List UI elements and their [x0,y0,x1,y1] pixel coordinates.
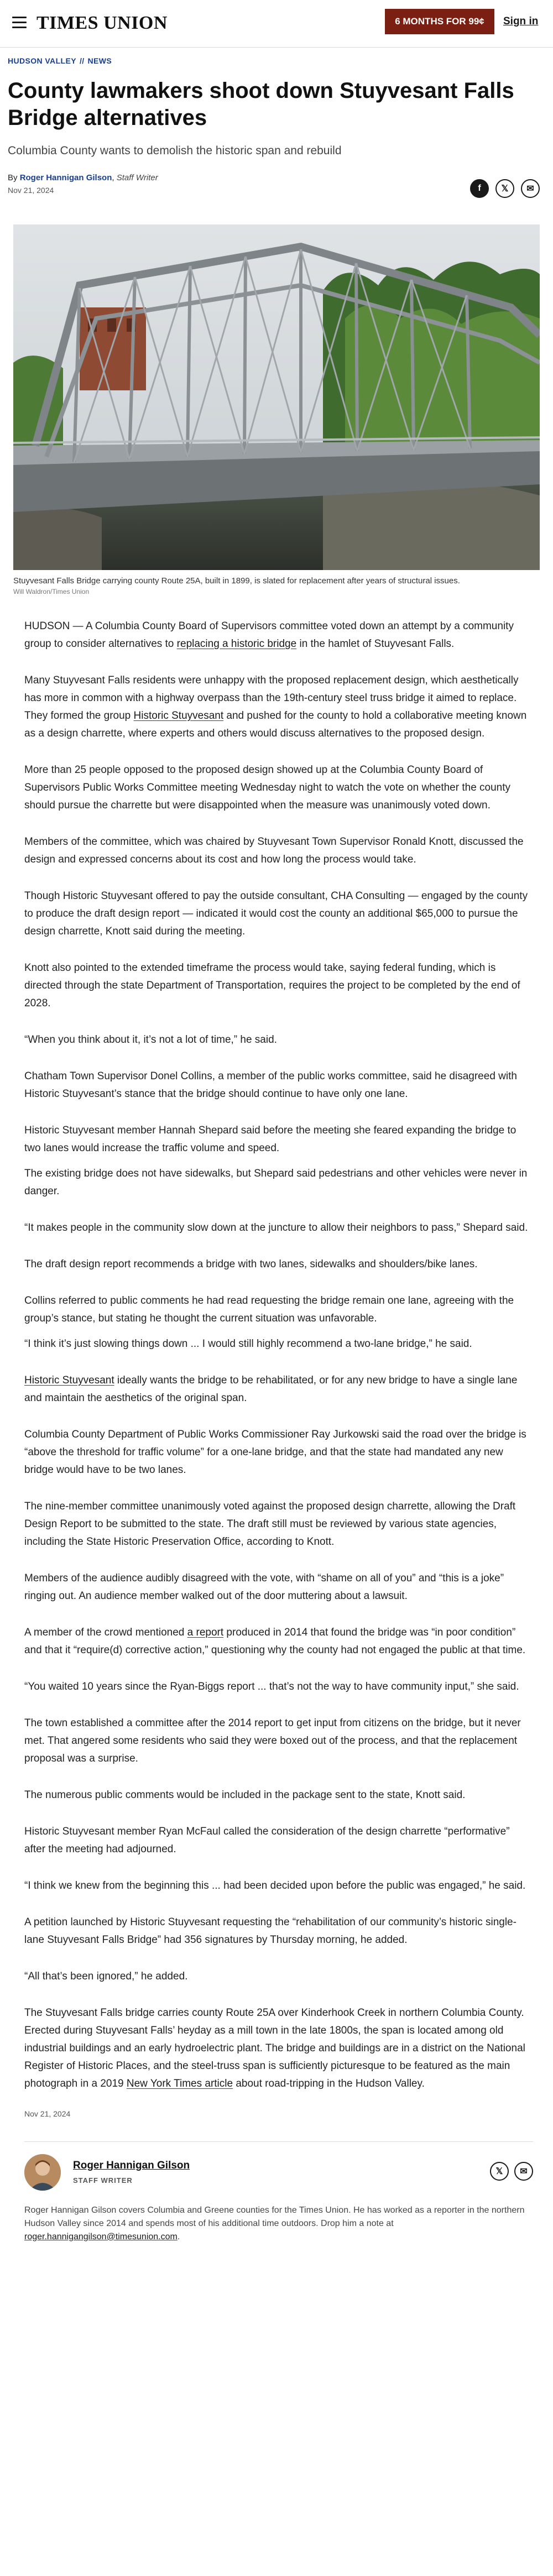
x-share-icon[interactable]: 𝕏 [495,179,514,198]
paragraph: Historic Stuyvesant member Hannah Shepard said before the meeting she feared expanding the bridge to two lanes would increase the traffic volume and speed. [24,1125,517,1154]
author-contact [490,2162,533,2181]
paragraph: “You waited 10 years since the Ryan-Biggs report ... that’s not the way to have community input,” she said. [24,1681,519,1692]
paragraph: “I think we knew from the beginning this ... had been decided upon before the public was engaged,” he said. [24,1880,526,1891]
article-headline: County lawmakers shoot down Stuyvesant Falls Bridge alternatives [8,79,514,130]
signin-link[interactable]: Sign in [503,15,539,27]
breadcrumb [8,56,553,67]
bridge-photo-illustration [13,224,540,570]
inline-link[interactable]: Historic Stuyvesant [24,1375,114,1386]
author-link[interactable]: Roger Hannigan Gilson [19,173,112,182]
paragraph: The existing bridge does not have sidewalks, but Shepard said pedestrians and other vehicles were never in danger. [24,1168,528,1197]
author-role: Staff Writer [116,173,158,182]
paragraph: Members of the committee, which was chaired by Stuyvesant Town Supervisor Ronald Knott, discussed the design and expressed concerns about its cost and how long the process would take. [24,836,524,865]
lead-photo[interactable] [13,224,540,570]
hamburger-menu-icon[interactable] [12,17,27,29]
paragraph: Chatham Town Supervisor Donel Collins, a member of the public works committee, said he disagreed with Historic Stuyvesant’s stance that the bridge should continue to have only one lane. [24,1070,517,1100]
paragraph: Knott also pointed to the extended timeframe the process would take, saying federal funding, which is directed through the state Department of Transportation, requires the project to be completed by the end of 2028. [24,962,520,1009]
site-header [0,0,553,48]
paragraph: The town established a committee after the 2014 report to get input from citizens on the bridge, but it never met. That angered some residents who said they were boxed out of the process, and that the replacement proposal was a surprise. [24,1717,521,1764]
author-box [24,2141,533,2244]
byline-prefix: By [8,173,18,182]
article-dek: Columbia County wants to demolish the historic span and rebuild [8,144,342,157]
author-email-link[interactable]: roger.hannigangilson@timesunion.com [24,2232,178,2241]
paragraph: A member of the crowd mentioned a report produced in 2014 that found the bridge was “in poor condition” and that it “require(d) corrective action,” questioning why the county had not engaged the public at that time. [24,1627,526,1656]
paragraph: A petition launched by Historic Stuyvesant requesting the “rehabilitation of our community’s historic single-lane Stuyvesant Falls Bridge” had 356 signatures by Thursday morning, he added. [24,1916,517,1946]
paragraph: The nine-member committee unanimously voted against the proposed design charrette, allowing the Draft Design Report to be submitted to the state. The draft still must be reviewed by various state agencies, including the State Historic Preservation Office, according to Knott. [24,1501,516,1548]
inline-link[interactable]: New York Times article [126,2078,233,2089]
paragraph: Though Historic Stuyvesant offered to pay the outside consultant, CHA Consulting — engaged by the county to produce the draft design report — indicated it would cost the county an additional $65,000 to pursue the design charrette, Knott said during the meeting. [24,890,528,937]
author-name-link[interactable]: Roger Hannigan Gilson [73,2160,190,2171]
inline-link[interactable]: a report [187,1627,224,1638]
paragraph: Historic Stuyvesant member Ryan McFaul called the consideration of the design charrette “performative” after the meeting had adjourned. [24,1826,510,1855]
breadcrumb-section[interactable]: HUDSON VALLEY [8,56,76,65]
breadcrumb-subsection[interactable]: NEWS [87,56,112,65]
paragraph: The numerous public comments would be included in the package sent to the state, Knott said. [24,1789,466,1801]
facebook-share-icon[interactable]: f [470,179,489,198]
avatar[interactable] [24,2154,61,2191]
paragraph: “I think it’s just slowing things down ... I would still highly recommend a two-lane bridge,” he said. [24,1338,472,1350]
byline: By Roger Hannigan Gilson, Staff Writer [8,173,158,182]
paragraph: More than 25 people opposed to the proposed design showed up at the Columbia County Board of Supervisors Public Works Committee meeting Wednesday night to watch the vote on whether the county should pursue the charrette but were disappointed when the measure was unanimously voted down. [24,764,511,811]
paragraph: Collins referred to public comments he had read requesting the bridge remain one lane, agreeing with the group’s stance, but stating he thought the current situation was unfavorable. [24,1295,514,1324]
subscribe-button[interactable]: 6 MONTHS FOR 99¢ [385,9,494,34]
inline-link[interactable]: replacing a historic bridge [176,638,297,650]
author-box-role: STAFF WRITER [73,2176,133,2185]
paragraph: Members of the audience audibly disagreed with the vote, with “shame on all of you” and “this is a joke” ringing out. An audience member walked out of the door muttering about a lawsuit. [24,1572,504,1602]
paragraph: “All that’s been ignored,” he added. [24,1971,188,1982]
paragraph: Historic Stuyvesant ideally wants the bridge to be rehabilitated, or for any new bridge to have a single lane and maintain the aesthetics of the original span. [24,1375,518,1404]
paragraph: Many Stuyvesant Falls residents were unhappy with the proposed replacement design, which aesthetically has more in common with a highway overpass than the 19th-century steel truss bridge it aimed to replace. They formed the group Historic Stuyvesant and pushed for the county to hold a collaborative meeting known as a design charrette, where experts and others would discuss alternatives to the proposed design. [24,675,527,739]
article-body [24,618,533,2123]
paragraph: “It makes people in the community slow down at the juncture to allow their neighbors to pass,” Shepard said. [24,1222,528,1234]
logo-text: TIMES UNION [36,13,168,33]
paragraph: The Stuyvesant Falls bridge carries county Route 25A over Kinderhook Creek in northern Columbia County. Erected during Stuyvesant Falls’ heyday as a mill town in the late 1800s, the span is located among old industrial buildings and an early hydroelectric plant. The bridge and buildings are in a district on the National Register of Historic Places, and the steel-truss span is sufficiently picturesque to be featured as the main photograph in a 2019 New York Times article about road-tripping in the Hudson Valley. [24,2007,525,2089]
photo-credit: Will Waldron/Times Union [13,588,90,595]
byline-row [8,171,545,203]
breadcrumb-separator: // [79,56,85,65]
author-bio: Roger Hannigan Gilson covers Columbia and Greene counties for the Times Union. He has worked as a reporter in the northern Hudson Valley since 2014 and spends most of his additional time outdoors. Drop him a note at roger.hannigangilson@timesunion.com. [24,2206,525,2241]
author-head [24,2154,533,2204]
share-buttons [470,179,540,198]
inline-link[interactable]: Historic Stuyvesant [133,710,224,722]
paragraph: Columbia County Department of Public Works Commissioner Ray Jurkowski said the road over the bridge is “above the threshold for traffic volume” for a one-lane bridge, and that the state had mandated any new bridge would have to be two lanes. [24,1429,526,1476]
site-logo[interactable] [36,10,168,36]
publish-date: Nov 21, 2024 [8,186,54,195]
end-date: Nov 21, 2024 [24,2109,71,2118]
paragraph: HUDSON — A Columbia County Board of Supervisors committee voted down an attempt by a community group to consider alternatives to replacing a historic bridge in the hamlet of Stuyvesant Falls. [24,620,514,650]
email-author-icon[interactable]: ✉ [514,2162,533,2181]
avatar-illustration [24,2154,61,2191]
x-profile-icon[interactable]: 𝕏 [490,2162,509,2181]
email-share-icon[interactable]: ✉ [521,179,540,198]
photo-caption: Stuyvesant Falls Bridge carrying county Route 25A, built in 1899, is slated for replacement after years of structural issues. [13,576,460,586]
paragraph: “When you think about it, it’s not a lot of time,” he said. [24,1034,277,1046]
paragraph: The draft design report recommends a bridge with two lanes, sidewalks and shoulders/bike lanes. [24,1258,478,1270]
